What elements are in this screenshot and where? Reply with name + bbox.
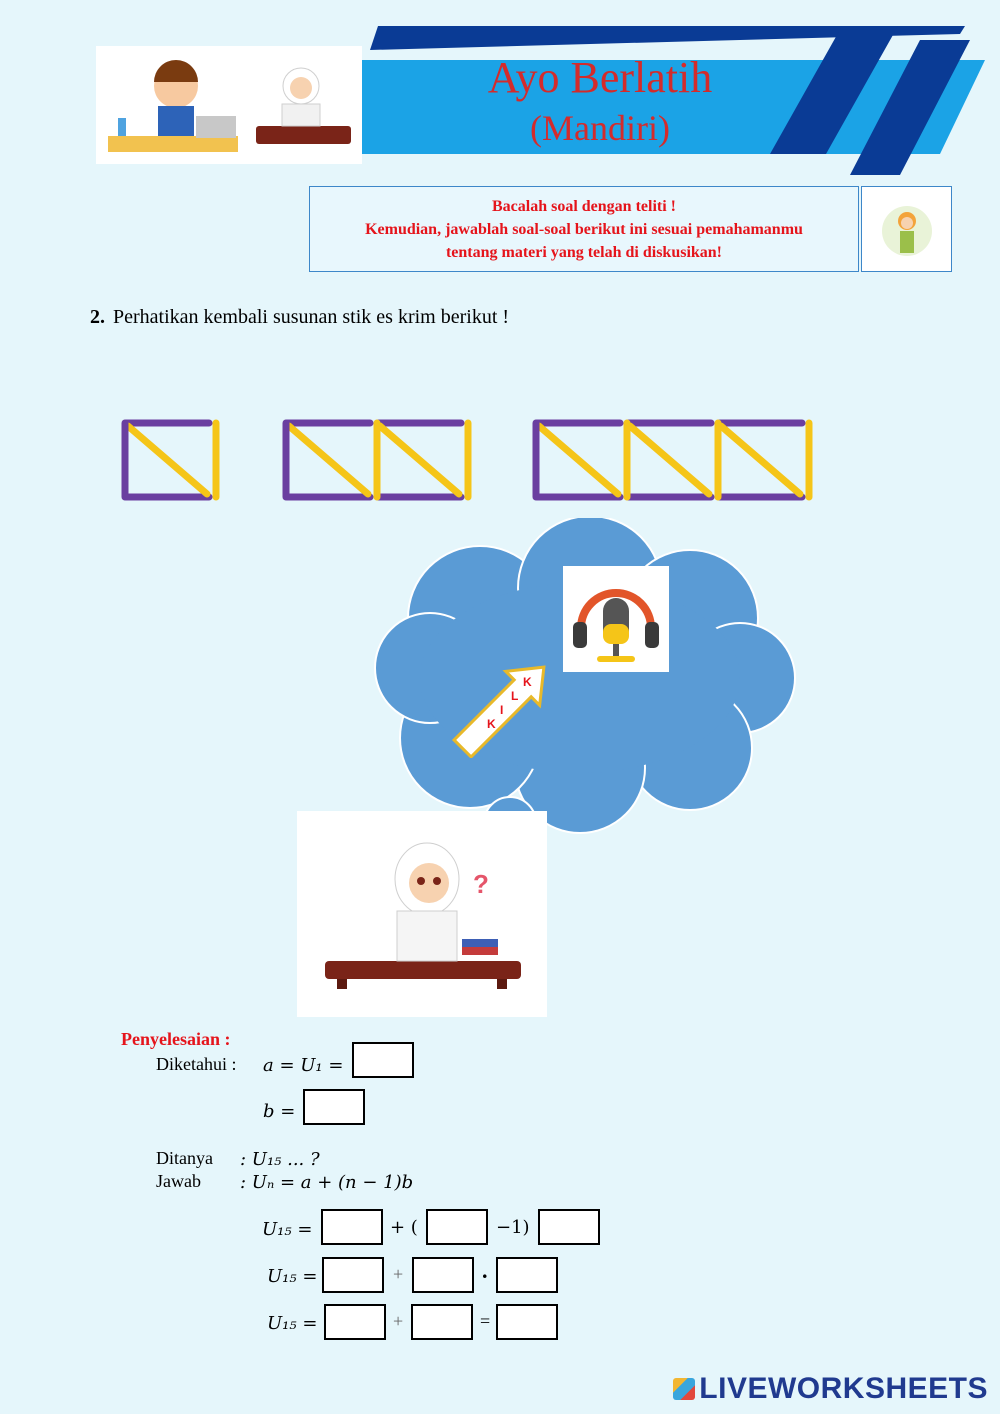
solution-heading: Penyelesaian : (121, 1029, 231, 1049)
u15-row3-lhs: U₁₅ = (267, 1313, 318, 1334)
klik-letter: K (487, 717, 496, 731)
liveworksheets-logo (673, 1372, 988, 1406)
brand-text: LIVEWORKSHEETS (699, 1372, 988, 1405)
u15-row2-dot: . (482, 1258, 488, 1283)
u15-row1-minus: −1) (496, 1217, 530, 1238)
answer-input-row3-b[interactable] (411, 1304, 473, 1340)
stick-diagonal (128, 426, 207, 494)
answer-input-b[interactable] (303, 1089, 365, 1125)
klik-letter: K (523, 675, 532, 689)
stick-figure-3 (536, 423, 809, 497)
u15-row2-lhs: U₁₅ = (267, 1266, 318, 1287)
answer-input-row1-a[interactable] (321, 1209, 383, 1245)
microphone-headphones-icon (563, 566, 669, 672)
klik-letter: L (511, 689, 519, 703)
stick-diagonal (539, 426, 618, 494)
students-at-desk-icon (96, 46, 362, 164)
page-title: Ayo Berlatih (487, 53, 713, 102)
jawab-label: Jawab (156, 1171, 201, 1191)
instruction-line: Bacalah soal dengan teliti ! (491, 198, 676, 215)
students-illustration (96, 46, 362, 164)
u15-row1-plus: + ( (390, 1217, 418, 1238)
click-arrow[interactable] (445, 648, 565, 758)
answer-input-row3-a[interactable] (324, 1304, 386, 1340)
answer-input-row2-c[interactable] (496, 1257, 558, 1293)
question-text: Perhatikan kembali susunan stik es krim berikut ! (113, 306, 510, 328)
stick-figure-2 (286, 423, 468, 497)
ditanya-label: Ditanya (156, 1148, 213, 1168)
answer-input-row1-n[interactable] (426, 1209, 488, 1245)
stick-diagonal (630, 426, 709, 494)
jawab-formula: : Uₙ = a + (n − 1)b (240, 1172, 414, 1193)
instruction-line: tentang materi yang telah di diskusikan! (445, 244, 723, 261)
answer-input-row3-result[interactable] (496, 1304, 558, 1340)
instruction-box (309, 186, 859, 272)
instruction-line: Kemudian, jawablah soal-soal berikut ini sesuai pemahamanmu (365, 221, 803, 238)
svg-text:?: ? (473, 869, 489, 899)
liveworksheets-logo-icon (673, 1378, 695, 1400)
ditanya-value: : U₁₅ ... ? (240, 1149, 320, 1170)
thinking-girl-illustration (297, 811, 547, 1017)
stick-diagonal (380, 426, 459, 494)
diketahui-a: a = U₁ = (263, 1055, 344, 1076)
thinking-girl-icon (297, 811, 547, 1017)
answer-input-row2-b[interactable] (412, 1257, 474, 1293)
question (90, 306, 509, 329)
stick-figure-1 (125, 423, 216, 497)
girl-avatar-icon (862, 187, 951, 271)
diketahui-label: Diketahui : (156, 1054, 237, 1074)
page-subtitle: (Mandiri) (530, 108, 670, 148)
u15-row1-lhs: U₁₅ = (262, 1219, 313, 1240)
audio-play-button[interactable] (563, 566, 669, 672)
answer-input-row1-b[interactable] (538, 1209, 600, 1245)
instruction-avatar (861, 186, 952, 272)
stick-diagonal (721, 426, 800, 494)
stick-diagonal (289, 426, 368, 494)
klik-letter: I (500, 703, 504, 717)
question-number: 2. (90, 306, 105, 328)
u15-row2-plus: + (393, 1264, 404, 1284)
u15-row3-plus: + (393, 1311, 404, 1331)
stick-figures (0, 400, 1000, 520)
u15-row3-eq: = (480, 1311, 491, 1331)
answer-input-a[interactable] (352, 1042, 414, 1078)
answer-input-row2-a[interactable] (322, 1257, 384, 1293)
diketahui-b: b = (263, 1101, 296, 1122)
